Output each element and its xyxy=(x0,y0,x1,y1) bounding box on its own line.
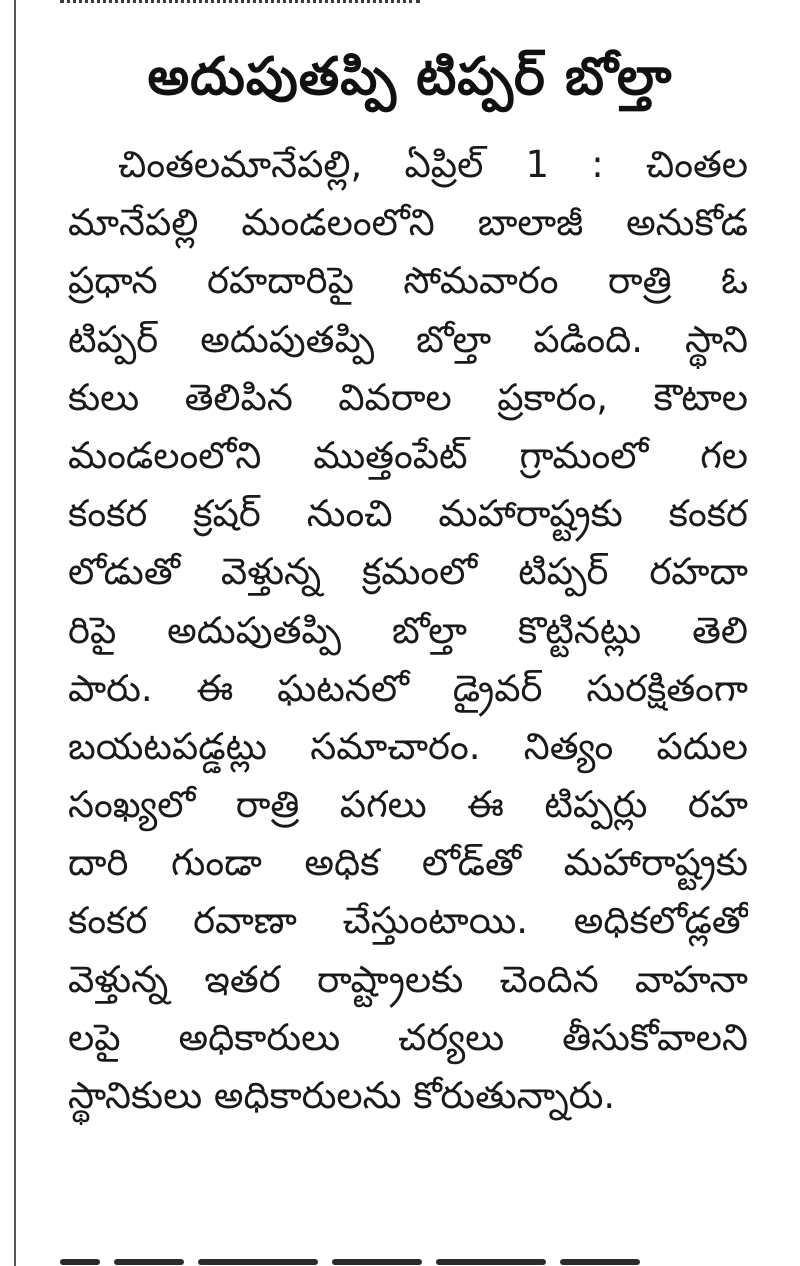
article-line: కంకర క్రషర్ నుంచి మహారాష్ట్రకు కంకర xyxy=(68,492,748,536)
next-article-fragment xyxy=(60,1250,740,1266)
article-line: కులు తెలిపిన వివరాల ప్రకారం, కౌటాల xyxy=(68,375,748,419)
article-headline: అదుపుతప్పి టిప్పర్ బోల్తా xyxy=(147,47,673,107)
article-line: దారి గుండా అధిక లోడ్‌తో మహారాష్ట్రకు xyxy=(68,841,748,885)
article-line: వెళ్తున్న ఇతర రాష్ట్రాలకు చెందిన వాహనా xyxy=(68,957,748,1001)
article-line: స్థానికులు అధికారులను కోరుతున్నారు. xyxy=(68,1074,616,1117)
article-line: రిపై అదుపుతప్పి బోల్తా కొట్టినట్లు తెలి xyxy=(68,608,748,652)
article-line: లోడుతో వెళ్తున్న క్రమంలో టిప్పర్ రహదా xyxy=(68,550,748,594)
article-line: బయటపడ్డట్లు సమాచారం. నిత్యం పదుల xyxy=(68,724,748,768)
article-line: మండలంలోని ముత్తంపేట్ గ్రామంలో గల xyxy=(68,433,748,477)
article-line: చింతలమానేపల్లి, ఏప్రిల్ 1 : చింతల xyxy=(118,143,748,186)
article-body xyxy=(68,136,748,1125)
article-line: ప్రధాన రహదారిపై సోమవారం రాత్రి ఓ xyxy=(68,259,748,303)
column-rule xyxy=(14,0,16,1266)
article-line: లపై అధికారులు చర్యలు తీసుకోవాలని xyxy=(68,1015,748,1059)
article-line: సంఖ్యలో రాత్రి పగలు ఈ టిప్పర్లు రహ xyxy=(68,783,748,827)
article-line: కంకర రవాణా చేస్తుంటాయి. అధికలోడ్లతో xyxy=(68,899,748,943)
previous-article-fragment xyxy=(60,0,420,11)
article-line: మానేపల్లి మండలంలోని బాలాజీ అనుకోడ xyxy=(68,201,748,245)
article-line: పారు. ఈ ఘటనలో డ్రైవర్ సురక్షితంగా xyxy=(68,666,748,710)
article-line: టిప్పర్ అదుపుతప్పి బోల్తా పడింది. స్థాని xyxy=(68,317,748,361)
